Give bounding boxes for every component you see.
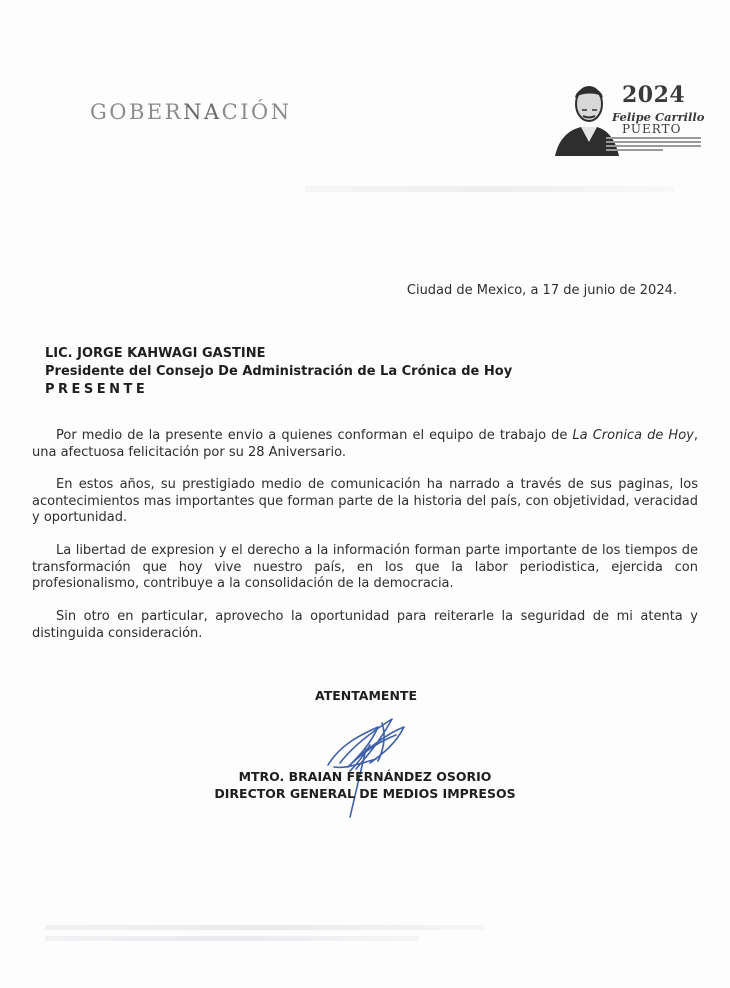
org-logo-mid: NA	[183, 100, 222, 124]
signature-strokes	[300, 705, 430, 820]
p2-text: En estos años, su prestigiado medio de comunicación ha narrado a través de sus paginas, los acontecimientos mas importantes que forman parte de la historia del país, con objetividad, veracidad y oportunidad.	[32, 477, 698, 525]
p1-text-a: Por medio de la presente envio a quienes conforman el equipo de trabajo de	[56, 428, 573, 443]
emblem-name: Felipe Carrillo	[612, 110, 705, 124]
emblem-place: PUERTO	[622, 122, 682, 136]
recipient-block	[45, 345, 512, 399]
body-paragraph-3	[32, 543, 698, 593]
letter-date: Ciudad de Mexico, a 17 de junio de 2024.	[406, 283, 677, 298]
recipient-presente: PRESENTE	[45, 382, 149, 397]
p3-text: La libertad de expresion y el derecho a la información forman parte importante de los tiempos de transformación que hoy vive nuestro país, en los que la labor periodistica, ejercida con profesionalismo, contribuye a la consolidación de la democracia.	[32, 543, 698, 591]
p4-text: Sin otro en particular, aprovecho la oportunidad para reiterarle la seguridad de mi atenta y distinguida consideración.	[32, 609, 698, 641]
emblem-year: 2024	[622, 82, 686, 108]
recipient-role: Presidente del Consejo De Administración de La Crónica de Hoy	[45, 364, 513, 379]
body-paragraph-2	[32, 477, 698, 527]
emblem-fine-print	[606, 137, 701, 153]
body-paragraph-1	[32, 428, 698, 461]
org-logo-prefix: GOBER	[90, 100, 184, 124]
org-logo-suffix: CIÓN	[221, 100, 292, 124]
org-logo-text	[90, 100, 292, 124]
handwritten-signature-icon	[300, 705, 430, 820]
closing-atentamente: ATENTAMENTE	[315, 688, 417, 703]
faded-footer-text	[45, 925, 485, 953]
faded-header-line	[305, 186, 675, 192]
body-paragraph-4	[32, 609, 698, 642]
signer-name: MTRO. BRAIAN FERNÁNDEZ OSORIO	[238, 769, 492, 784]
signer-title: DIRECTOR GENERAL DE MEDIOS IMPRESOS	[214, 786, 516, 801]
p1-italic-name: La Cronica de Hoy	[572, 428, 694, 443]
p1-text-b: , una afectuosa felicitación por su 28 Aniversario.	[32, 428, 698, 460]
recipient-name: LIC. JORGE KAHWAGI GASTINE	[45, 346, 266, 361]
